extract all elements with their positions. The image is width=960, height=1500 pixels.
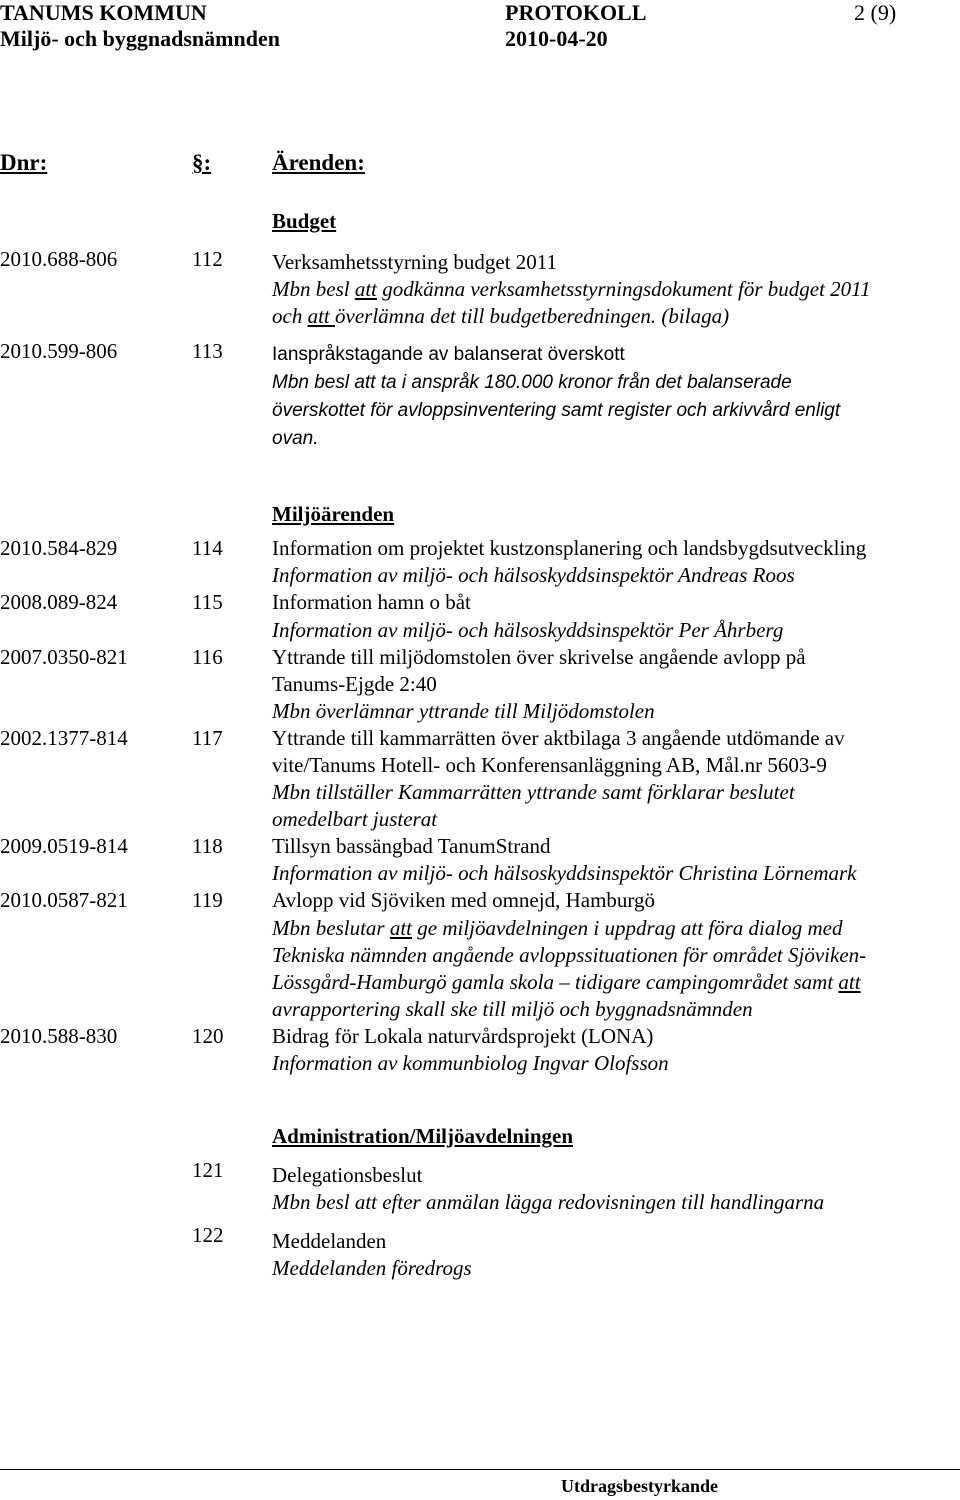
item-decision: Mbn besl att ta i anspråk 180.000 kronor från det balanserade (272, 372, 792, 393)
item-dnr: 2010.0587-821 (0, 888, 128, 912)
footer-rule (0, 1469, 960, 1470)
item-decision: ovan. (272, 428, 319, 449)
item-note: Mbn tillställer Kammarrätten yttrande samt förklarar beslutet (272, 780, 795, 804)
section-heading-environment: Miljöärenden (272, 502, 395, 526)
note-text: Lössgård-Hamburgö gamla skola – tidigare campingområdet samt (272, 970, 839, 994)
document-type: PROTOKOLL (505, 0, 647, 25)
item-dnr: 2007.0350-821 (0, 645, 128, 669)
decision-text: godkänna verksamhetsstyrningsdokument för budget 2011 (377, 277, 871, 301)
note-text: ge miljöavdelningen i uppdrag att föra dialog med (412, 916, 843, 940)
item-note-continued: omedelbart justerat (272, 807, 438, 831)
item-number: 122 (192, 1223, 224, 1247)
item-title: Delegationsbeslut (272, 1163, 423, 1187)
item-number: 114 (192, 536, 223, 560)
footer-label: Utdragsbestyrkande (561, 1476, 719, 1496)
item-note: Information av miljö- och hälsoskyddsinspektör Per Åhrberg (272, 618, 784, 642)
item-title: Verksamhetsstyrning budget 2011 (272, 250, 558, 274)
section-heading-budget: Budget (272, 209, 337, 233)
column-matters: Ärenden: (272, 150, 365, 175)
item-dnr: 2010.588-830 (0, 1024, 118, 1048)
item-title: Meddelanden (272, 1229, 387, 1253)
item-title: Yttrande till miljödomstolen över skrivelse angående avlopp på (272, 645, 806, 669)
item-note: Information av miljö- och hälsoskyddsinspektör Andreas Roos (272, 563, 795, 587)
item-note (272, 916, 842, 941)
item-title: Information hamn o båt (272, 590, 471, 614)
item-dnr: 2008.089-824 (0, 590, 118, 614)
item-decision (272, 277, 871, 302)
item-dnr: 2010.584-829 (0, 536, 118, 560)
item-decision (272, 304, 729, 329)
item-title: Bidrag för Lokala naturvårdsprojekt (LONA) (272, 1024, 654, 1048)
item-note-continued (272, 970, 861, 995)
item-title-continued: Tanums-Ejgde 2:40 (272, 672, 437, 696)
item-dnr: 2002.1377-814 (0, 726, 128, 750)
item-title: Yttrande till kammarrätten över aktbilaga 3 angående utdömande av (272, 726, 845, 750)
item-note: Information av kommunbiolog Ingvar Olofsson (272, 1051, 669, 1075)
committee-name: Miljö- och byggnadsnämnden (0, 26, 280, 51)
item-number: 113 (192, 339, 223, 363)
note-att: att (838, 970, 861, 994)
item-number: 112 (192, 247, 223, 271)
item-title: Avlopp vid Sjöviken med omnejd, Hamburgö (272, 888, 656, 912)
item-note-continued: Tekniska nämnden angående avloppssituationen för området Sjöviken- (272, 943, 867, 967)
note-text: Mbn beslutar (272, 916, 390, 940)
item-number: 117 (192, 726, 223, 750)
item-decision: överskottet för avloppsinventering samt register och arkivvård enligt (272, 400, 841, 421)
column-dnr: Dnr: (0, 150, 48, 175)
item-dnr: 2010.688-806 (0, 247, 118, 271)
decision-att: att (354, 277, 377, 301)
item-number: 120 (192, 1024, 224, 1048)
decision-text: och (272, 304, 308, 328)
item-number: 118 (192, 834, 223, 858)
item-number: 116 (192, 645, 223, 669)
decision-text: Mbn besl (272, 277, 355, 301)
page-number: 2 (9) (854, 0, 897, 25)
item-note: Mbn besl att efter anmälan lägga redovisningen till handlingarna (272, 1190, 825, 1214)
municipality-name: TANUMS KOMMUN (0, 0, 207, 25)
item-note: Information av miljö- och hälsoskyddsinspektör Christina Lörnemark (272, 861, 857, 885)
note-att: att (389, 916, 412, 940)
item-title: Ianspråkstagande av balanserat överskott (272, 344, 625, 365)
item-number: 121 (192, 1158, 224, 1182)
column-section: §: (192, 150, 212, 175)
item-number: 119 (192, 888, 223, 912)
decision-text: överlämna det till budgetberedningen. (bilaga) (335, 304, 730, 328)
item-note: Meddelanden föredrogs (272, 1256, 472, 1280)
item-dnr: 2010.599-806 (0, 339, 118, 363)
item-note: Mbn överlämnar yttrande till Miljödomstolen (272, 699, 655, 723)
item-title: Information om projektet kustzonsplanering och landsbygdsutveckling (272, 536, 867, 560)
item-note-continued: avrapportering skall ske till miljö och byggnadsnämnden (272, 997, 753, 1021)
item-title: Tillsyn bassängbad TanumStrand (272, 834, 551, 858)
meeting-date: 2010-04-20 (505, 26, 608, 51)
decision-att: att (307, 304, 335, 328)
item-number: 115 (192, 590, 223, 614)
section-heading-administration: Administration/Miljöavdelningen (272, 1124, 574, 1148)
item-dnr: 2009.0519-814 (0, 834, 128, 858)
item-title-continued: vite/Tanums Hotell- och Konferensanläggning AB, Mål.nr 5603-9 (272, 753, 827, 777)
